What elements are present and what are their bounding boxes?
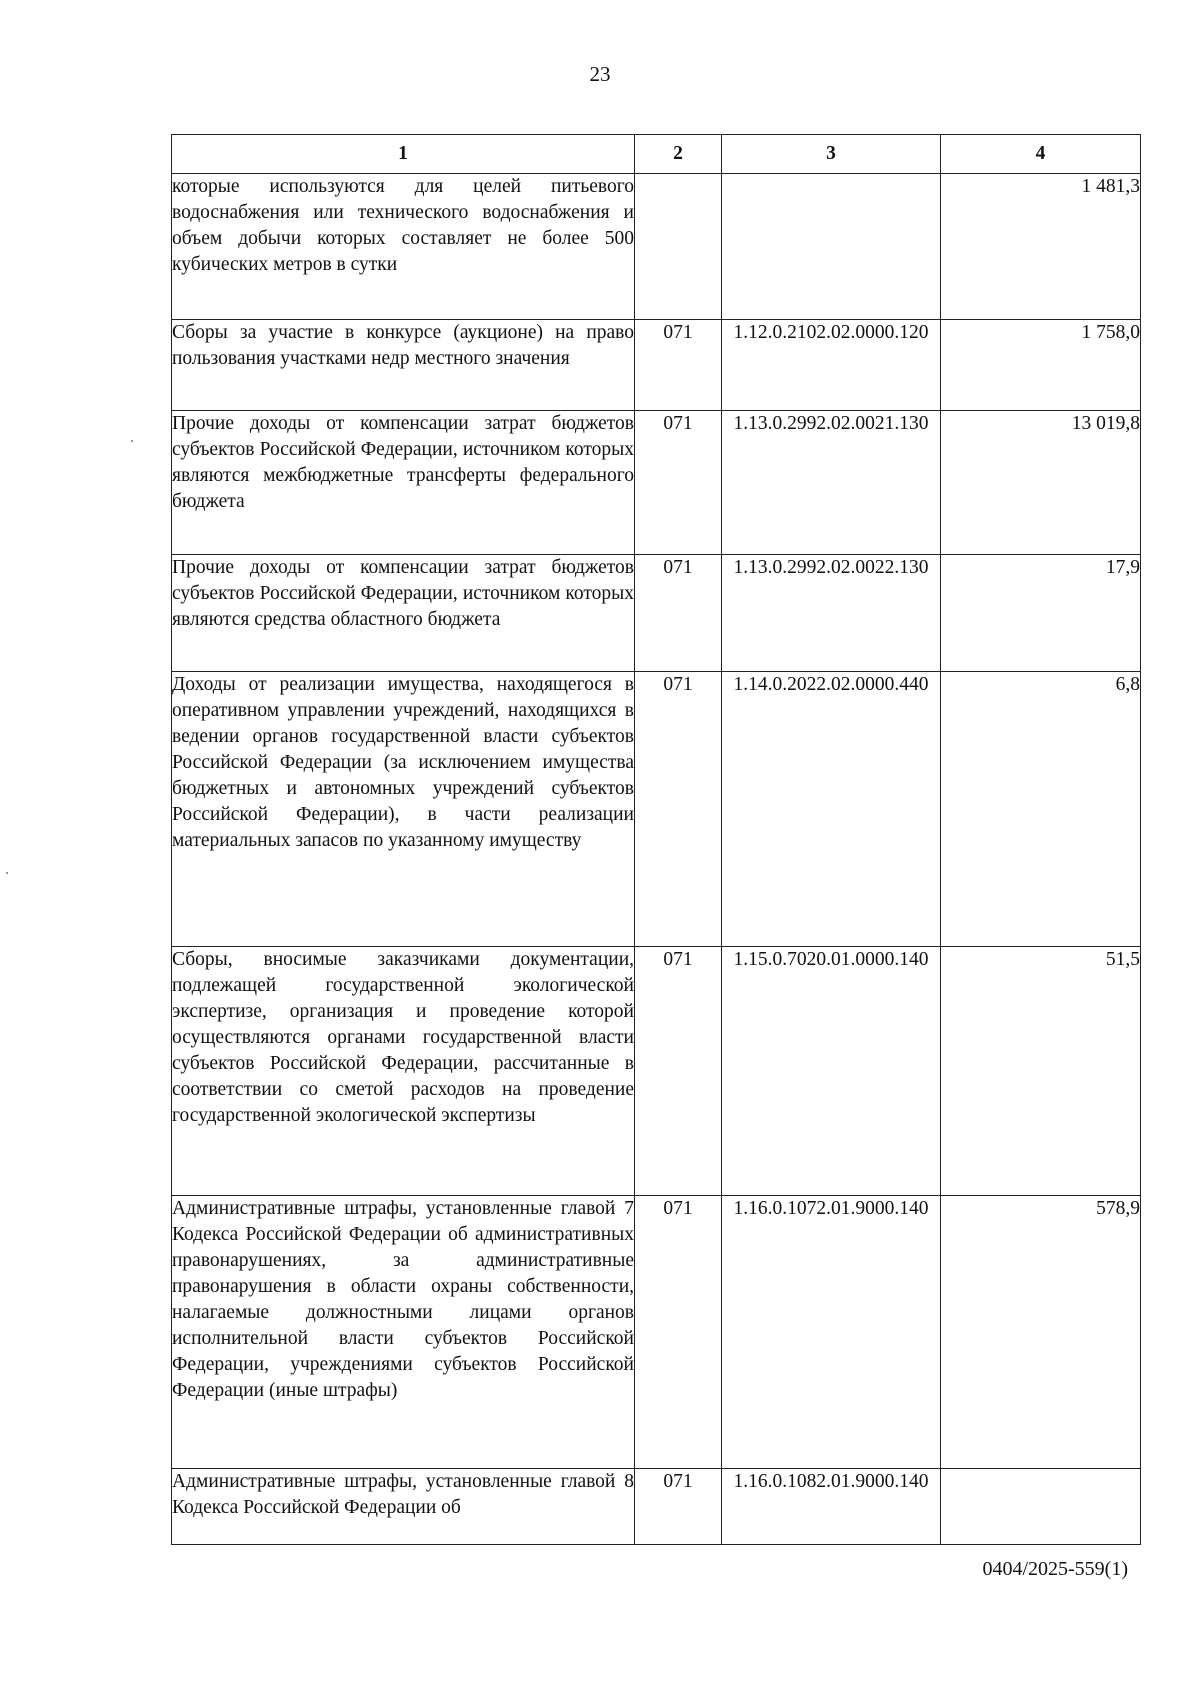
amount: 13 019,8	[941, 411, 1141, 555]
amount: 6,8	[941, 672, 1141, 947]
revenue-name: Доходы от реализации имущества, находящегося в оперативном управлении учреждений, находящихся в ведении органов государственной власти субъектов Российской Федерации (за исключением имущества бюджетных и автономных учреждений субъектов Российской Федерации), в части реализации материальных запасов по указанному имуществу	[172, 672, 635, 947]
budget-classification-code: 1.16.0.1082.01.9000.140	[722, 1469, 941, 1545]
revenue-name: Сборы, вносимые заказчиками документации, подлежащей государственной экологической экспертизе, организация и проведение которой осуществляются органами государственной власти субъектов Российской Федерации, рассчитанные в соответствии со сметой расходов на проведение государственной экологической экспертизы	[172, 947, 635, 1196]
table-row	[172, 555, 1141, 672]
column-header: 3	[722, 135, 941, 174]
revenue-name: Административные штрафы, установленные главой 7 Кодекса Российской Федерации об административных правонарушениях, за административные правонарушения в области охраны собственности, налагаемые должностными лицами органов исполнительной власти субъектов Российской Федерации, учреждениями субъектов Российской Федерации (иные штрафы)	[172, 1196, 635, 1469]
column-header: 1	[172, 135, 635, 174]
revenue-table	[171, 134, 1141, 1545]
revenue-name: Прочие доходы от компенсации затрат бюджетов субъектов Российской Федерации, источником которых являются средства областного бюджета	[172, 555, 635, 672]
amount: 578,9	[941, 1196, 1141, 1469]
document-registration-code: 0404/2025-559(1)	[982, 1558, 1128, 1580]
revenue-name: Административные штрафы, установленные главой 8 Кодекса Российской Федерации об	[172, 1469, 635, 1545]
chapter-code	[635, 174, 722, 320]
column-header: 2	[635, 135, 722, 174]
table-header-row	[172, 135, 1141, 174]
column-header: 4	[941, 135, 1141, 174]
chapter-code: 071	[635, 555, 722, 672]
budget-classification-code: 1.16.0.1072.01.9000.140	[722, 1196, 941, 1469]
scan-speck	[6, 872, 8, 874]
budget-classification-code: 1.12.0.2102.02.0000.120	[722, 320, 941, 411]
revenue-name: Сборы за участие в конкурсе (аукционе) на право пользования участками недр местного значения	[172, 320, 635, 411]
budget-classification-code: 1.13.0.2992.02.0022.130	[722, 555, 941, 672]
budget-classification-code	[722, 174, 941, 320]
budget-classification-code: 1.13.0.2992.02.0021.130	[722, 411, 941, 555]
amount: 51,5	[941, 947, 1141, 1196]
table-row	[172, 320, 1141, 411]
budget-classification-code: 1.15.0.7020.01.0000.140	[722, 947, 941, 1196]
table-row	[172, 411, 1141, 555]
chapter-code: 071	[635, 1196, 722, 1469]
chapter-code: 071	[635, 411, 722, 555]
page-number: 23	[589, 62, 611, 86]
table-row	[172, 1469, 1141, 1545]
table-row	[172, 1196, 1141, 1469]
revenue-name: Прочие доходы от компенсации затрат бюджетов субъектов Российской Федерации, источником которых являются межбюджетные трансферты федерального бюджета	[172, 411, 635, 555]
table-row	[172, 174, 1141, 320]
table-row	[172, 947, 1141, 1196]
amount	[941, 1469, 1141, 1545]
budget-classification-code: 1.14.0.2022.02.0000.440	[722, 672, 941, 947]
chapter-code: 071	[635, 947, 722, 1196]
chapter-code: 071	[635, 1469, 722, 1545]
scan-speck	[131, 440, 133, 442]
amount: 1 481,3	[941, 174, 1141, 320]
amount: 17,9	[941, 555, 1141, 672]
chapter-code: 071	[635, 320, 722, 411]
revenue-name: которые используются для целей питьевого водоснабжения или технического водоснабжения и объем добычи которых составляет не более 500 кубических метров в сутки	[172, 174, 635, 320]
chapter-code: 071	[635, 672, 722, 947]
amount: 1 758,0	[941, 320, 1141, 411]
table-row	[172, 672, 1141, 947]
